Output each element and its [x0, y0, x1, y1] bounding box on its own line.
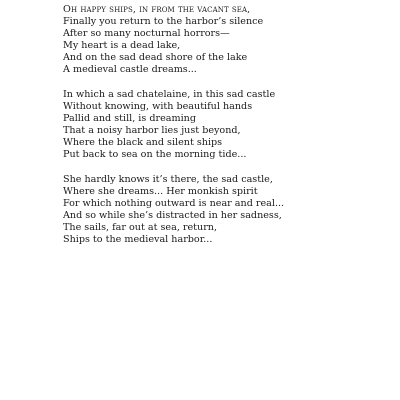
stanza-2 [63, 89, 383, 162]
stanza-3 [63, 174, 383, 247]
stanza-1 [63, 4, 383, 77]
poem-line: The sails, far out at sea, return, [63, 221, 218, 233]
poem-line: And on the sad dead shore of the lake [63, 52, 248, 64]
poem-line: In which a sad chatelaine, in this sad castle [63, 88, 276, 100]
poem-line: She hardly knows it’s there, the sad castle, [63, 173, 273, 185]
poem-line: That a noisy harbor lies just beyond, [63, 125, 241, 137]
poem-line: Where she dreams... Her monkish spirit [63, 185, 258, 197]
poem-line: My heart is a dead lake, [63, 40, 181, 52]
poem-line: Ships to the medieval harbor... [63, 233, 213, 245]
poem-line: Put back to sea on the morning tide... [63, 149, 247, 161]
poem-line: Oh happy ships, in from the vacant sea, [63, 4, 251, 15]
poem-line: After so many nocturnal horrors— [63, 28, 230, 40]
poem-line: For which nothing outward is near and real... [63, 197, 285, 209]
poem-line: Without knowing, with beautiful hands [63, 100, 253, 112]
poem-line: A medieval castle dreams... [63, 64, 197, 76]
poem-line: Finally you return to the harbor’s silence [63, 16, 264, 28]
poem [63, 4, 383, 258]
poem-line: And so while she’s distracted in her sadness, [63, 209, 282, 221]
poem-line: Where the black and silent ships [63, 137, 223, 149]
poem-line: Pallid and still, is dreaming [63, 112, 196, 124]
